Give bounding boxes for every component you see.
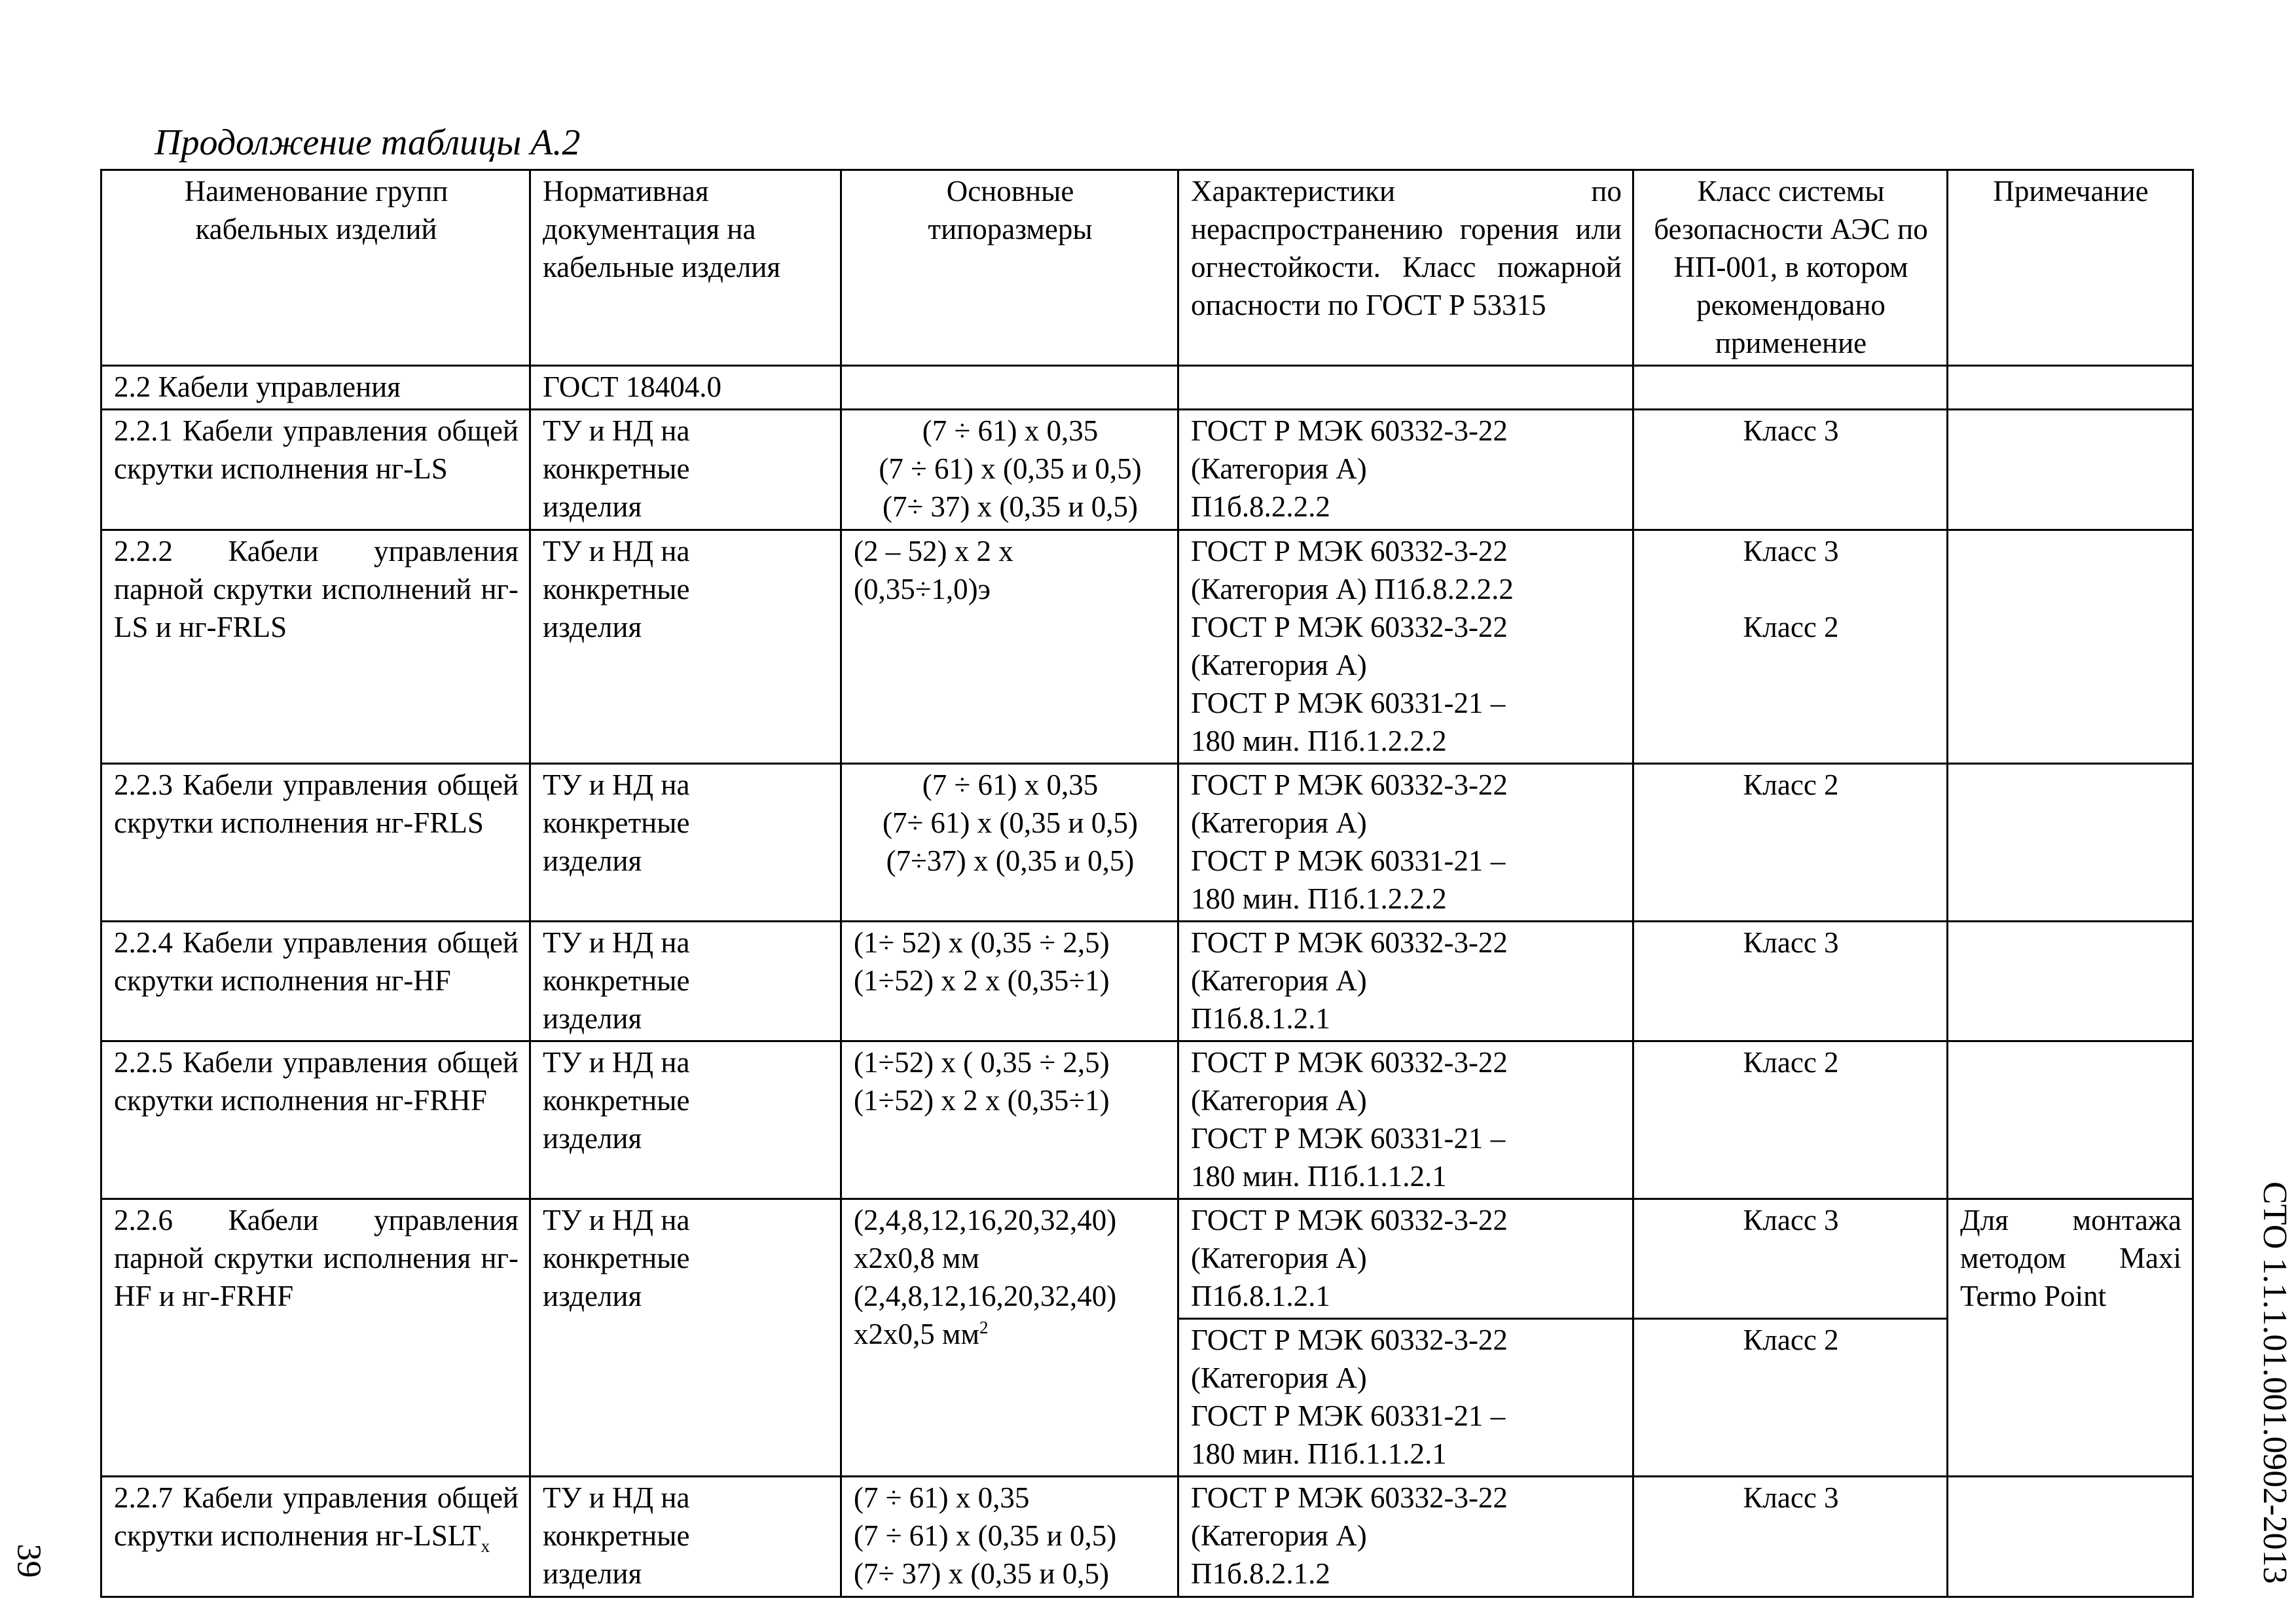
superscript: 2 — [979, 1318, 989, 1337]
table-row — [101, 922, 2193, 1041]
group-name: 2.2 Кабели управления — [101, 366, 530, 410]
row-sizes: (2 – 52) х 2 х (0,35÷1,0)э — [841, 530, 1178, 764]
row-doc: ТУ и НД на конкретные изделия — [530, 764, 841, 922]
row-safety-class: Класс 2 — [1633, 764, 1948, 922]
row-fire: ГОСТ Р МЭК 60332-3-22 (Категория А) П1б.8.1.2.1 — [1178, 922, 1633, 1041]
row-note — [1948, 1041, 2193, 1199]
table-row — [101, 1477, 2193, 1597]
row-name — [101, 1477, 530, 1597]
row-fire: ГОСТ Р МЭК 60332-3-22 (Категория А) ГОСТ Р МЭК 60331-21 – 180 мин. П1б.1.2.2.2 — [1178, 764, 1633, 922]
row-doc: ТУ и НД на конкретные изделия — [530, 530, 841, 764]
row-note — [1948, 1477, 2193, 1597]
row-sizes: (7 ÷ 61) х 0,35 (7÷ 61) х (0,35 и 0,5) (7÷37) х (0,35 и 0,5) — [841, 764, 1178, 922]
row-sizes: (1÷ 52) х (0,35 ÷ 2,5) (1÷52) х 2 х (0,35÷1) — [841, 922, 1178, 1041]
table-caption: Продолжение таблицы А.2 — [155, 122, 581, 163]
header-fire-characteristics: Характеристики по нераспространению горения или огнестойкости. Класс пожарной опасности по ГОСТ Р 53315 — [1178, 170, 1633, 366]
row-name: 2.2.2 Кабели управления парной скрутки исполнений нг-LS и нг-FRLS — [101, 530, 530, 764]
group-doc: ГОСТ 18404.0 — [530, 366, 841, 410]
header-note: Примечание — [1948, 170, 2193, 366]
row-doc: ТУ и НД на конкретные изделия — [530, 1477, 841, 1597]
row-fire: ГОСТ Р МЭК 60332-3-22 (Категория А) П1б.8.2.1.2 — [1178, 1477, 1633, 1597]
document-code: СТО 1.1.1.01.001.0902-2013 — [2256, 1182, 2293, 1584]
page-number: 39 — [10, 1543, 48, 1578]
table-row — [101, 1041, 2193, 1199]
row-name: 2.2.6 Кабели управления парной скрутки исполнения нг-HF и нг-FRHF — [101, 1199, 530, 1477]
row-note: Для монтажа методом Maxi Termo Point — [1948, 1199, 2193, 1477]
row-note — [1948, 922, 2193, 1041]
cable-spec-table — [100, 169, 2194, 1598]
row-sizes: (1÷52) х ( 0,35 ÷ 2,5) (1÷52) х 2 х (0,35÷1) — [841, 1041, 1178, 1199]
row-safety-class: Класс 3 — [1633, 1199, 1948, 1319]
subscript: x — [481, 1536, 490, 1556]
row-name: 2.2.3 Кабели управления общей скрутки исполнения нг-FRLS — [101, 764, 530, 922]
row-fire: ГОСТ Р МЭК 60332-3-22 (Категория А) П1б.8.1.2.1 — [1178, 1199, 1633, 1319]
row-safety-class: Класс 2 — [1633, 1319, 1948, 1477]
row-fire: ГОСТ Р МЭК 60332-3-22 (Категория А) П1б.8.2.2.2 ГОСТ Р МЭК 60332-3-22 (Категория А) ГОСТ Р МЭК 60331-21 – 180 мин. П1б.1.2.2.2 — [1178, 530, 1633, 764]
row-note — [1948, 530, 2193, 764]
row-name: 2.2.4 Кабели управления общей скрутки исполнения нг-HF — [101, 922, 530, 1041]
row-doc: ТУ и НД на конкретные изделия — [530, 922, 841, 1041]
row-sizes — [841, 1199, 1178, 1477]
row-safety-class: Класс 3 — [1633, 410, 1948, 530]
row-fire: ГОСТ Р МЭК 60332-3-22 (Категория А) ГОСТ Р МЭК 60331-21 – 180 мин. П1б.1.1.2.1 — [1178, 1041, 1633, 1199]
row-name: 2.2.1 Кабели управления общей скрутки исполнения нг-LS — [101, 410, 530, 530]
header-safety-class: Класс системы безопасности АЭС по НП-001, в котором рекомендовано применение — [1633, 170, 1948, 366]
row-safety-class: Класс 3 — [1633, 1477, 1948, 1597]
row-safety-class: Класс 3 Класс 2 — [1633, 530, 1948, 764]
row-fire: ГОСТ Р МЭК 60332-3-22 (Категория А) ГОСТ Р МЭК 60331-21 – 180 мин. П1б.1.1.2.1 — [1178, 1319, 1633, 1477]
table-row — [101, 530, 2193, 764]
row-name-text: 2.2.7 Кабели управления общей скрутки исполнения нг-LSLT — [114, 1481, 519, 1552]
row-doc: ТУ и НД на конкретные изделия — [530, 1199, 841, 1477]
header-group-name: Наименование групп кабельных изделий — [101, 170, 530, 366]
row-sizes-text: (2,4,8,12,16,20,32,40) х2х0,8 мм (2,4,8,12,16,20,32,40) х2х0,5 мм — [854, 1204, 1117, 1350]
row-sizes: (7 ÷ 61) х 0,35 (7 ÷ 61) х (0,35 и 0,5) (7÷ 37) х (0,35 и 0,5) — [841, 1477, 1178, 1597]
header-sizes: Основные типоразмеры — [841, 170, 1178, 366]
group-row — [101, 366, 2193, 410]
header-documentation: Нормативная документация на кабельные изделия — [530, 170, 841, 366]
row-doc: ТУ и НД на конкретные изделия — [530, 410, 841, 530]
table-row — [101, 1199, 2193, 1319]
row-name: 2.2.5 Кабели управления общей скрутки исполнения нг-FRHF — [101, 1041, 530, 1199]
table-header-row — [101, 170, 2193, 366]
row-safety-class: Класс 2 — [1633, 1041, 1948, 1199]
row-note — [1948, 764, 2193, 922]
row-doc: ТУ и НД на конкретные изделия — [530, 1041, 841, 1199]
table-row — [101, 764, 2193, 922]
row-note — [1948, 410, 2193, 530]
row-fire: ГОСТ Р МЭК 60332-3-22 (Категория А) П1б.8.2.2.2 — [1178, 410, 1633, 530]
row-sizes: (7 ÷ 61) х 0,35 (7 ÷ 61) х (0,35 и 0,5) (7÷ 37) х (0,35 и 0,5) — [841, 410, 1178, 530]
row-safety-class: Класс 3 — [1633, 922, 1948, 1041]
table-row — [101, 410, 2193, 530]
